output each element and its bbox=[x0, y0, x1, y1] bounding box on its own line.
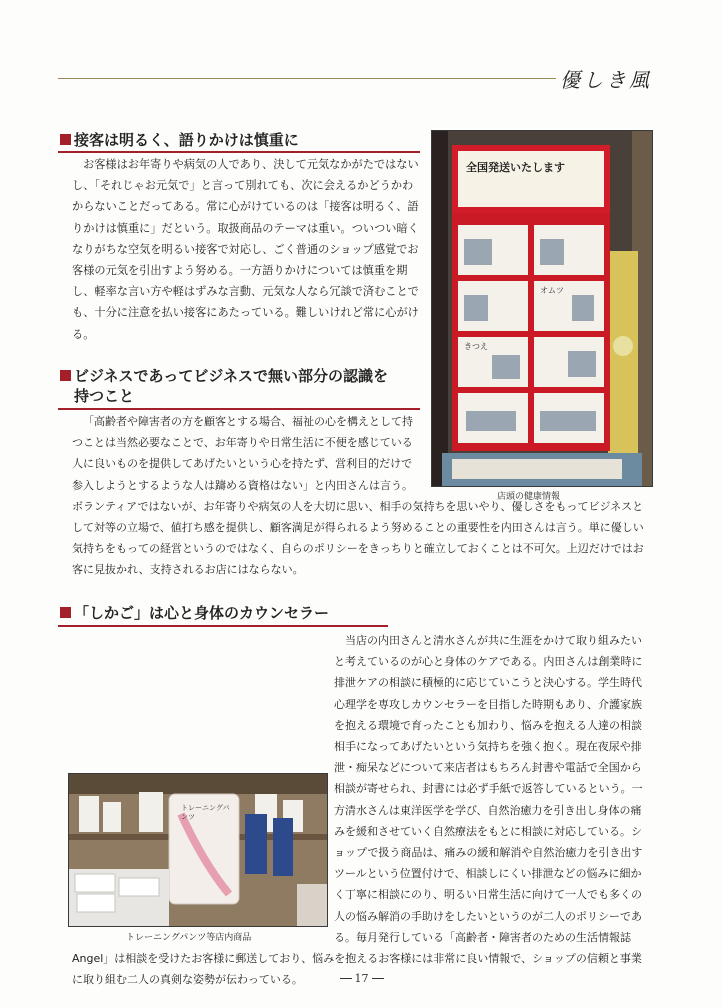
storefront-health-info-photo bbox=[431, 130, 653, 487]
section-1-heading bbox=[60, 130, 420, 150]
magazine-title: 優しき風 bbox=[560, 68, 652, 92]
section-2-paragraph: 「高齢者や障害者の方を顧客とする場合、福祉の心を構えとして持つことは当然必要なことで、お年寄りや日常生活に不便を感じている人に良いものを提供してあげたいという心を持たず、営利目的だけで参入しようとするような人は躊める資格はない」と内田さんは言う。ボランティアではないが、お年寄りや病気の人を大切に思い、相手の気持ちを思いやり、優しさをもってビジネスとして対等の立場で、値打ち感を提供し、顧客満足が得られるよう努めることの重要性を内田さんは言う。単に優しい気持ちをもっての経営というのではなく、自らのポリシーをきっちりと確立しておくことは不可欠。上辺だけではお客に見抜かれ、支持されるお店にはならない。 bbox=[72, 411, 652, 581]
section-3-paragraph: 当店の内田さんと清水さんが共に生涯をかけて取り組みたいと考えているのが心と身体のケアである。内田さんは創業時に排泄ケアの相談に積極的に応じていこうと決心する。学生時代心理学を専攻しカウンセラーを目指した時期もあり、介護家族を抱える環境で育ったことも加わり、悩みを抱える人達の相談相手になってあげたいという気持ちを強く抱く。現在夜尿や排泄・痴呆などについて来店者はもちろん封書や電話で全国から相談が寄せられ、封書には必ず手紙で返答しているという。一方清水さんは東洋医学を学び、自然治癒力を引き出し身体の痛みを緩和させていく自然療法をもとに相談に対応している。ショップで扱う商品は、痛みの緩和解消や自然治癒力を引き出すツールという位置付けで、相談しにくい排泄などの悩みに細かく丁寧に相談にのり、明るい日常生活に向けて一人でも多くの人の悩み解消の手助けをしたいというのが二人のポリシーである。毎月発行している「高齢者・障害者のための生活情報誌Angel」は相談を受けたお客様に郵送しており、悩みを抱えるお客様には非常に良い情報で、ショップの信頼と事業に取り組む二人の真剣な姿勢が伝わっている。 bbox=[72, 634, 643, 987]
heading-marker-icon bbox=[60, 370, 71, 381]
section-3-heading-text: 「しかご」は心と身体のカウンセラー bbox=[74, 604, 330, 622]
shipping-sign-text: 全国発送いたします bbox=[466, 161, 565, 174]
storefront-photo-caption: 店頭の健康情報 bbox=[497, 492, 561, 502]
section-2-heading bbox=[60, 366, 420, 406]
section-1-underline bbox=[58, 151, 420, 153]
training-pants-pack-label: トレーニングパンツ bbox=[181, 804, 230, 821]
page-number: 17 bbox=[0, 972, 723, 985]
section-3-underline bbox=[58, 625, 388, 627]
storefront-photo-illustration bbox=[432, 131, 652, 486]
card-label-1: きつえ bbox=[464, 342, 488, 351]
heading-marker-icon bbox=[60, 607, 71, 618]
card-label-2: オムツ bbox=[540, 286, 564, 295]
header-rule bbox=[58, 78, 556, 79]
section-1-paragraph: お客様はお年寄りや病気の人であり、決して元気なかがたではないし、「それじゃお元気で」と言って別れても、次に会えるかどうかわからないことだってある。常に心がけているのは「接客は明るく、語りかけは慎重に」だという。取扱商品のテーマは重い。ついつい暗くなりがちな空気を明るい接客で対応し、ごく普通のショップ感覚でお客様の元気を引出すよう努める。一方語りかけについては慎重を期し、軽率な言い方や軽はずみな言動、元気な人なら冗談で済むことでも、十分に注意を払い接客にあたっている。難しいけれど常に心がける。 bbox=[72, 158, 419, 341]
products-photo-caption: トレーニングパンツ等店内商品 bbox=[126, 933, 252, 943]
heading-marker-icon bbox=[60, 134, 71, 145]
products-photo-illustration bbox=[69, 774, 327, 926]
section-3-heading bbox=[60, 603, 420, 623]
section-2-heading-line-1: ビジネスであってビジネスで無い部分の認識を bbox=[74, 367, 388, 385]
section-1-heading-text: 接客は明るく、語りかけは慎重に bbox=[74, 131, 299, 149]
section-2-heading-line-2: 持つこと bbox=[74, 387, 135, 405]
instore-products-photo bbox=[68, 773, 328, 927]
section-2-underline bbox=[58, 408, 420, 410]
